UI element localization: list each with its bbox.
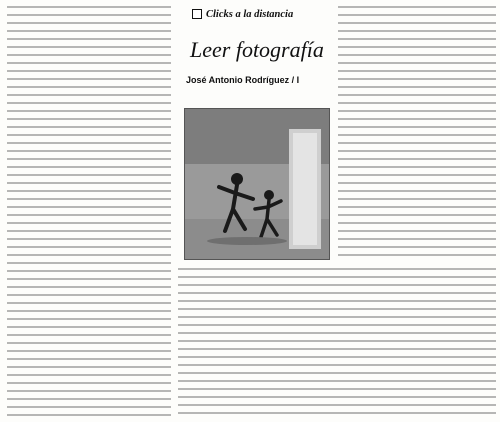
article-headline: Leer fotografía: [190, 37, 324, 62]
section-header: [192, 7, 330, 21]
section-square-icon: [192, 9, 202, 19]
body-text-column-left: [7, 6, 171, 416]
book-cover-photo: [184, 108, 330, 260]
body-text-column-right: [338, 6, 496, 258]
section-label: Clicks a la distancia: [206, 8, 294, 20]
body-text-column-bottom: [178, 268, 496, 416]
photo-illustration: [185, 109, 329, 259]
article-byline: José Antonio Rodríguez / I: [186, 75, 300, 85]
